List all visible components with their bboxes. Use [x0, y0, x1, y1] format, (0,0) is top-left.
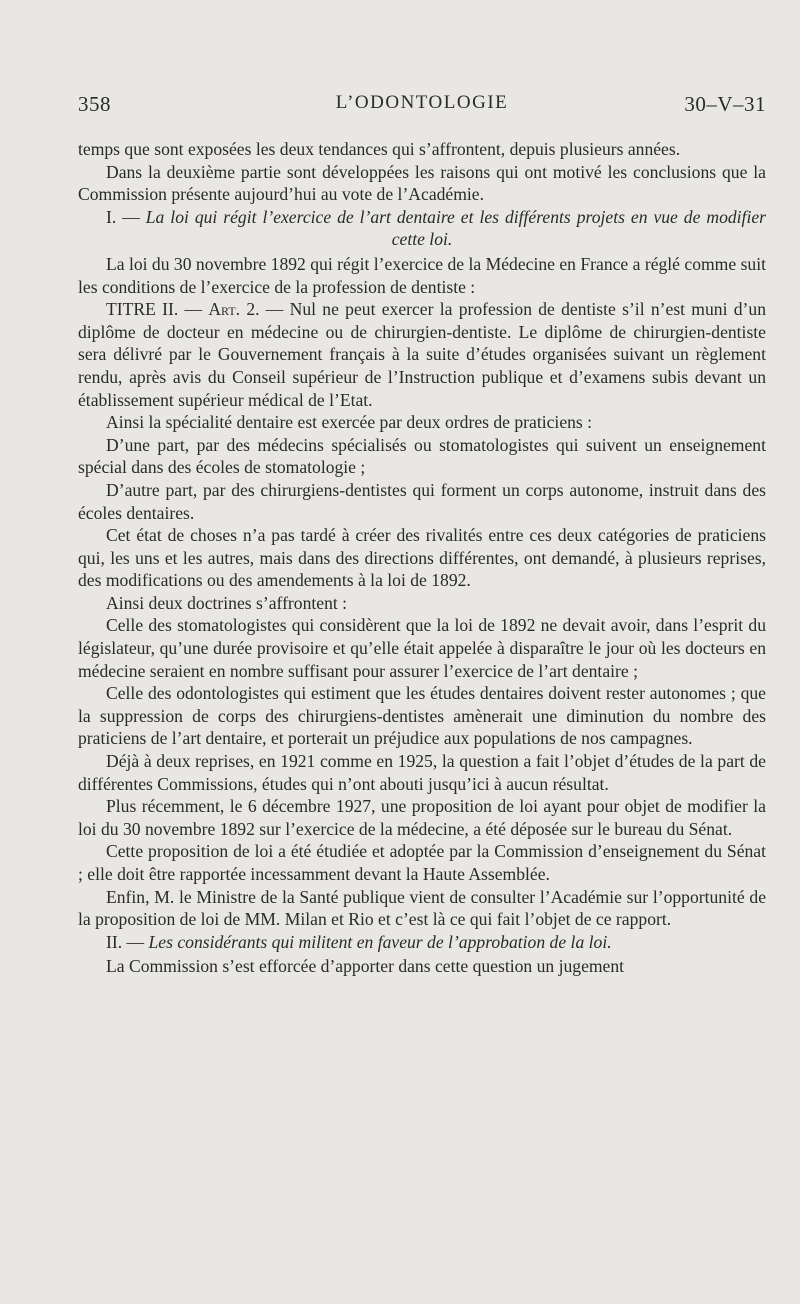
article-text: . 2. — Nul ne peut exercer la profession de dentiste s’il n’est muni d’un diplôme de docteur en médecine ou de chirurgien-dentiste. Le diplôme de chirurgien-dentiste sera délivré par le Gouvernement français à la suite d’études organisées suivant un règlement rendu, après avis du Conseil supérieur de l’Instruction publique et d’examens subis devant un établissement supérieur médical de l’Etat. [78, 299, 766, 410]
paragraph-article [78, 298, 766, 411]
paragraph: D’une part, par des médecins spécialisés ou stomatologistes qui suivent un enseignement spécial dans des écoles de stomatologie ; [78, 434, 766, 478]
running-head [78, 92, 766, 120]
article-lead: TITRE II. — [106, 299, 209, 320]
paragraph: Celle des stomatologistes qui considèrent que la loi de 1892 ne devait avoir, dans l’esprit du législateur, qu’une durée provisoire et qu’elle était appelée à disparaître le jour où les docteurs en médecine seraient en nombre suffisant pour assurer l’exercice de l’art dentaire ; [78, 615, 766, 681]
paragraph: Plus récemment, le 6 décembre 1927, une proposition de loi ayant pour objet de modifier la loi du 30 novembre 1892 sur l’exercice de la médecine, a été déposée sur le bureau du Sénat. [78, 796, 766, 839]
paragraph: temps que sont exposées les deux tendances qui s’affrontent, depuis plusieurs années. [78, 139, 681, 159]
section-number: II. — [106, 931, 149, 952]
section-number: I. — [106, 206, 146, 227]
page-number: 358 [78, 92, 111, 116]
journal-title: L’ODONTOLOGIE [335, 92, 509, 113]
paragraph: Celle des odontologistes qui estiment que les études dentaires doivent rester autonomes ; que la suppression de corps des chirurgiens-dentistes amènerait une diminution du nombre des praticiens de l’art dentaire, et porterait un préjudice aux populations de nos campagnes. [78, 683, 766, 749]
paragraph: Cette proposition de loi a été étudiée et adoptée par la Commission d’enseignement du Sénat ; elle doit être rapportée incessamment devant la Haute Assemblée. [78, 841, 766, 884]
paragraph: Dans la deuxième partie sont développées les raisons qui ont motivé les conclusions que la Commission présente aujourd’hui au vote de l’Académie. [78, 161, 766, 205]
issue-date: 30–V–31 [684, 92, 766, 116]
section-title: Les considérants qui militent en faveur de l’approbation de la loi. [148, 931, 612, 952]
paragraph: Ainsi la spécialité dentaire est exercée par deux ordres de praticiens : [106, 412, 593, 433]
section-heading-1 [78, 206, 766, 251]
paragraph: La loi du 30 novembre 1892 qui régit l’exercice de la Médecine en France a réglé comme suit les conditions de l’exercice de la profession de dentiste : [78, 253, 766, 297]
section-heading-2 [78, 931, 766, 954]
paragraph: La Commission s’est efforcée d’apporter dans cette question un jugement [106, 956, 625, 977]
body-text [78, 138, 766, 978]
paragraph: Enfin, M. le Ministre de la Santé publique vient de consulter l’Académie sur l’opportunité de la proposition de loi de MM. Milan et Rio et c’est là ce qui fait l’objet de ce rapport. [78, 886, 766, 930]
article-label: Art [208, 299, 236, 320]
section-title: La loi qui régit l’exercice de l’art dentaire et les différents projets en vue de modifier cette loi. [145, 206, 766, 250]
paragraph: Déjà à deux reprises, en 1921 comme en 1925, la question a fait l’objet d’études de la part de différentes Commissions, études qui n’ont abouti jusqu’ici à aucun résultat. [78, 751, 766, 794]
paragraph: D’autre part, par des chirurgiens-dentistes qui forment un corps autonome, instruit dans des écoles dentaires. [78, 479, 766, 523]
paragraph: Cet état de choses n’a pas tardé à créer des rivalités entre ces deux catégories de praticiens qui, les uns et les autres, mais dans des directions différentes, ont demandé, à plusieurs reprises, des modifications ou des amendements à la loi de 1892. [78, 525, 766, 591]
paragraph: Ainsi deux doctrines s’affrontent : [106, 592, 348, 613]
